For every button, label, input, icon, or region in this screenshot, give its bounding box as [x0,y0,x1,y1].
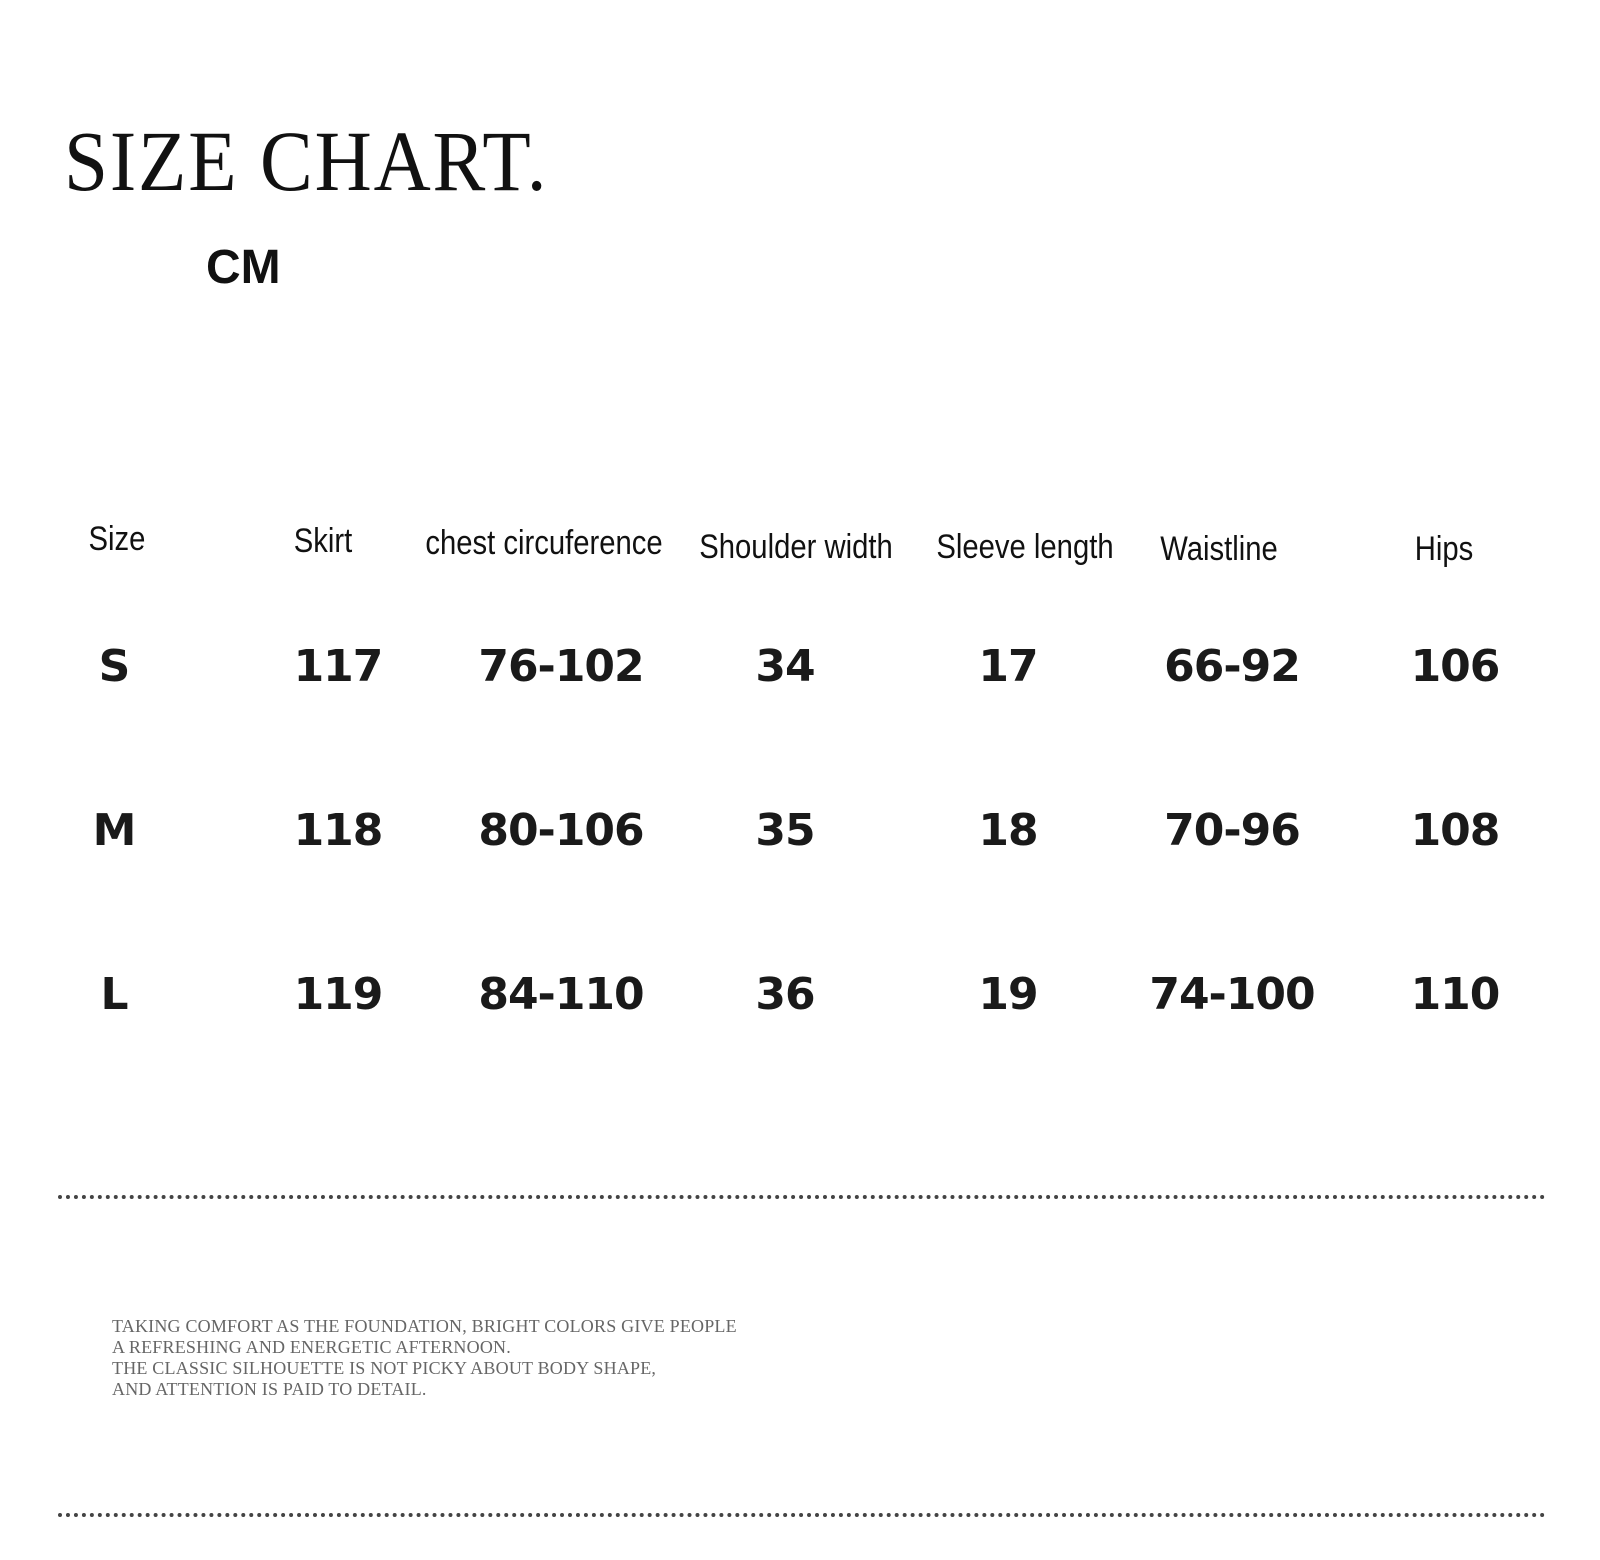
row-size-label: M [92,805,136,856]
chest-value: 80-106 [478,805,644,856]
unit-label: CM [206,241,281,294]
dotted-divider-top [58,1195,1546,1199]
waist-value: 70-96 [1164,805,1300,856]
dotted-divider-bottom [58,1513,1546,1517]
description-line: TAKING COMFORT AS THE FOUNDATION, BRIGHT COLORS GIVE PEOPLE [112,1316,737,1336]
hips-value: 108 [1410,805,1500,856]
header-hips: Hips [1414,530,1474,568]
header-skirt: Skirt [293,522,353,560]
chest-value: 76-102 [478,641,644,692]
sleeve-value: 17 [978,641,1038,692]
hips-value: 106 [1410,641,1500,692]
sleeve-value: 19 [978,969,1038,1020]
header-waistline: Waistline [1160,530,1278,568]
skirt-value: 119 [293,969,383,1020]
sleeve-value: 18 [978,805,1038,856]
header-chest-circumference: chest circuference [425,524,663,562]
shoulder-value: 35 [755,805,815,856]
description-line: AND ATTENTION IS PAID TO DETAIL. [112,1379,427,1399]
waist-value: 74-100 [1149,969,1315,1020]
page-title: SIZE CHART. [64,113,549,209]
skirt-value: 117 [293,641,383,692]
header-sleeve-length: Sleeve length [936,528,1114,566]
description-text [112,1316,737,1400]
hips-value: 110 [1410,969,1500,1020]
description-line: A REFRESHING AND ENERGETIC AFTERNOON. [112,1337,511,1357]
row-size-label: S [98,641,130,692]
shoulder-value: 36 [755,969,815,1020]
shoulder-value: 34 [755,641,815,692]
skirt-value: 118 [293,805,383,856]
header-size: Size [88,520,146,558]
row-size-label: L [100,969,128,1020]
chest-value: 84-110 [478,969,644,1020]
description-line: THE CLASSIC SILHOUETTE IS NOT PICKY ABOUT BODY SHAPE, [112,1358,657,1378]
waist-value: 66-92 [1164,641,1300,692]
header-shoulder-width: Shoulder width [699,528,893,566]
